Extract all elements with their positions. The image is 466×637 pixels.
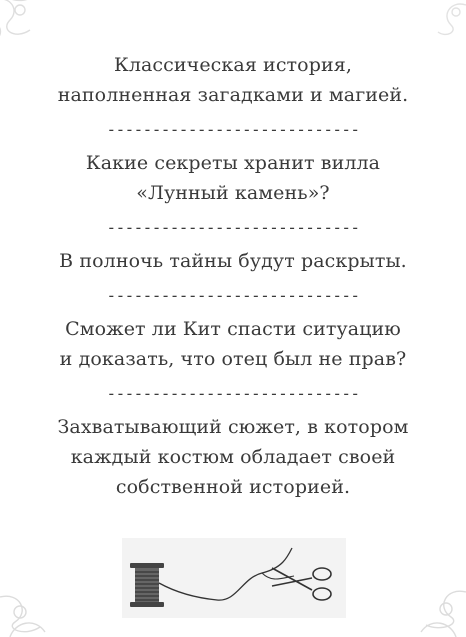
paragraph-3	[0, 246, 466, 276]
paragraph-5-line-2: каждый костюм обладает своей	[70, 446, 396, 468]
paragraph-1-line-1: Классическая история,	[114, 54, 352, 76]
paragraph-3-line-1: В полночь тайны будут раскрыты.	[59, 250, 407, 272]
spool-thread-scissors-icon	[122, 538, 346, 618]
divider-1: ----------------------------	[106, 120, 360, 139]
paragraph-1	[0, 50, 466, 110]
divider-3: ----------------------------	[106, 286, 360, 305]
divider-4: ----------------------------	[106, 384, 360, 403]
text-block	[0, 50, 466, 502]
thread-spool-icon	[130, 563, 164, 607]
paragraph-2-line-2: «Лунный камень»?	[136, 182, 330, 204]
paragraph-5-line-3: собственной историей.	[115, 476, 351, 498]
paragraph-2	[0, 148, 466, 208]
floral-ornament-top-left	[0, 0, 70, 50]
paragraph-5-line-1: Захватывающий сюжет, в котором	[57, 416, 409, 438]
divider-2: ----------------------------	[106, 218, 360, 237]
floral-ornament-bottom-right	[376, 567, 466, 637]
paragraph-5	[0, 412, 466, 502]
paragraph-4-line-1: Сможет ли Кит спасти ситуацию	[65, 318, 401, 340]
paragraph-2-line-1: Какие секреты хранит вилла	[85, 152, 381, 174]
paragraph-1-line-2: наполненная загадками и магией.	[57, 84, 409, 106]
floral-ornament-top-right	[396, 0, 466, 40]
paragraph-4	[0, 314, 466, 374]
floral-ornament-bottom-left	[0, 567, 90, 637]
paragraph-4-line-2: и доказать, что отец был не прав?	[59, 348, 407, 370]
